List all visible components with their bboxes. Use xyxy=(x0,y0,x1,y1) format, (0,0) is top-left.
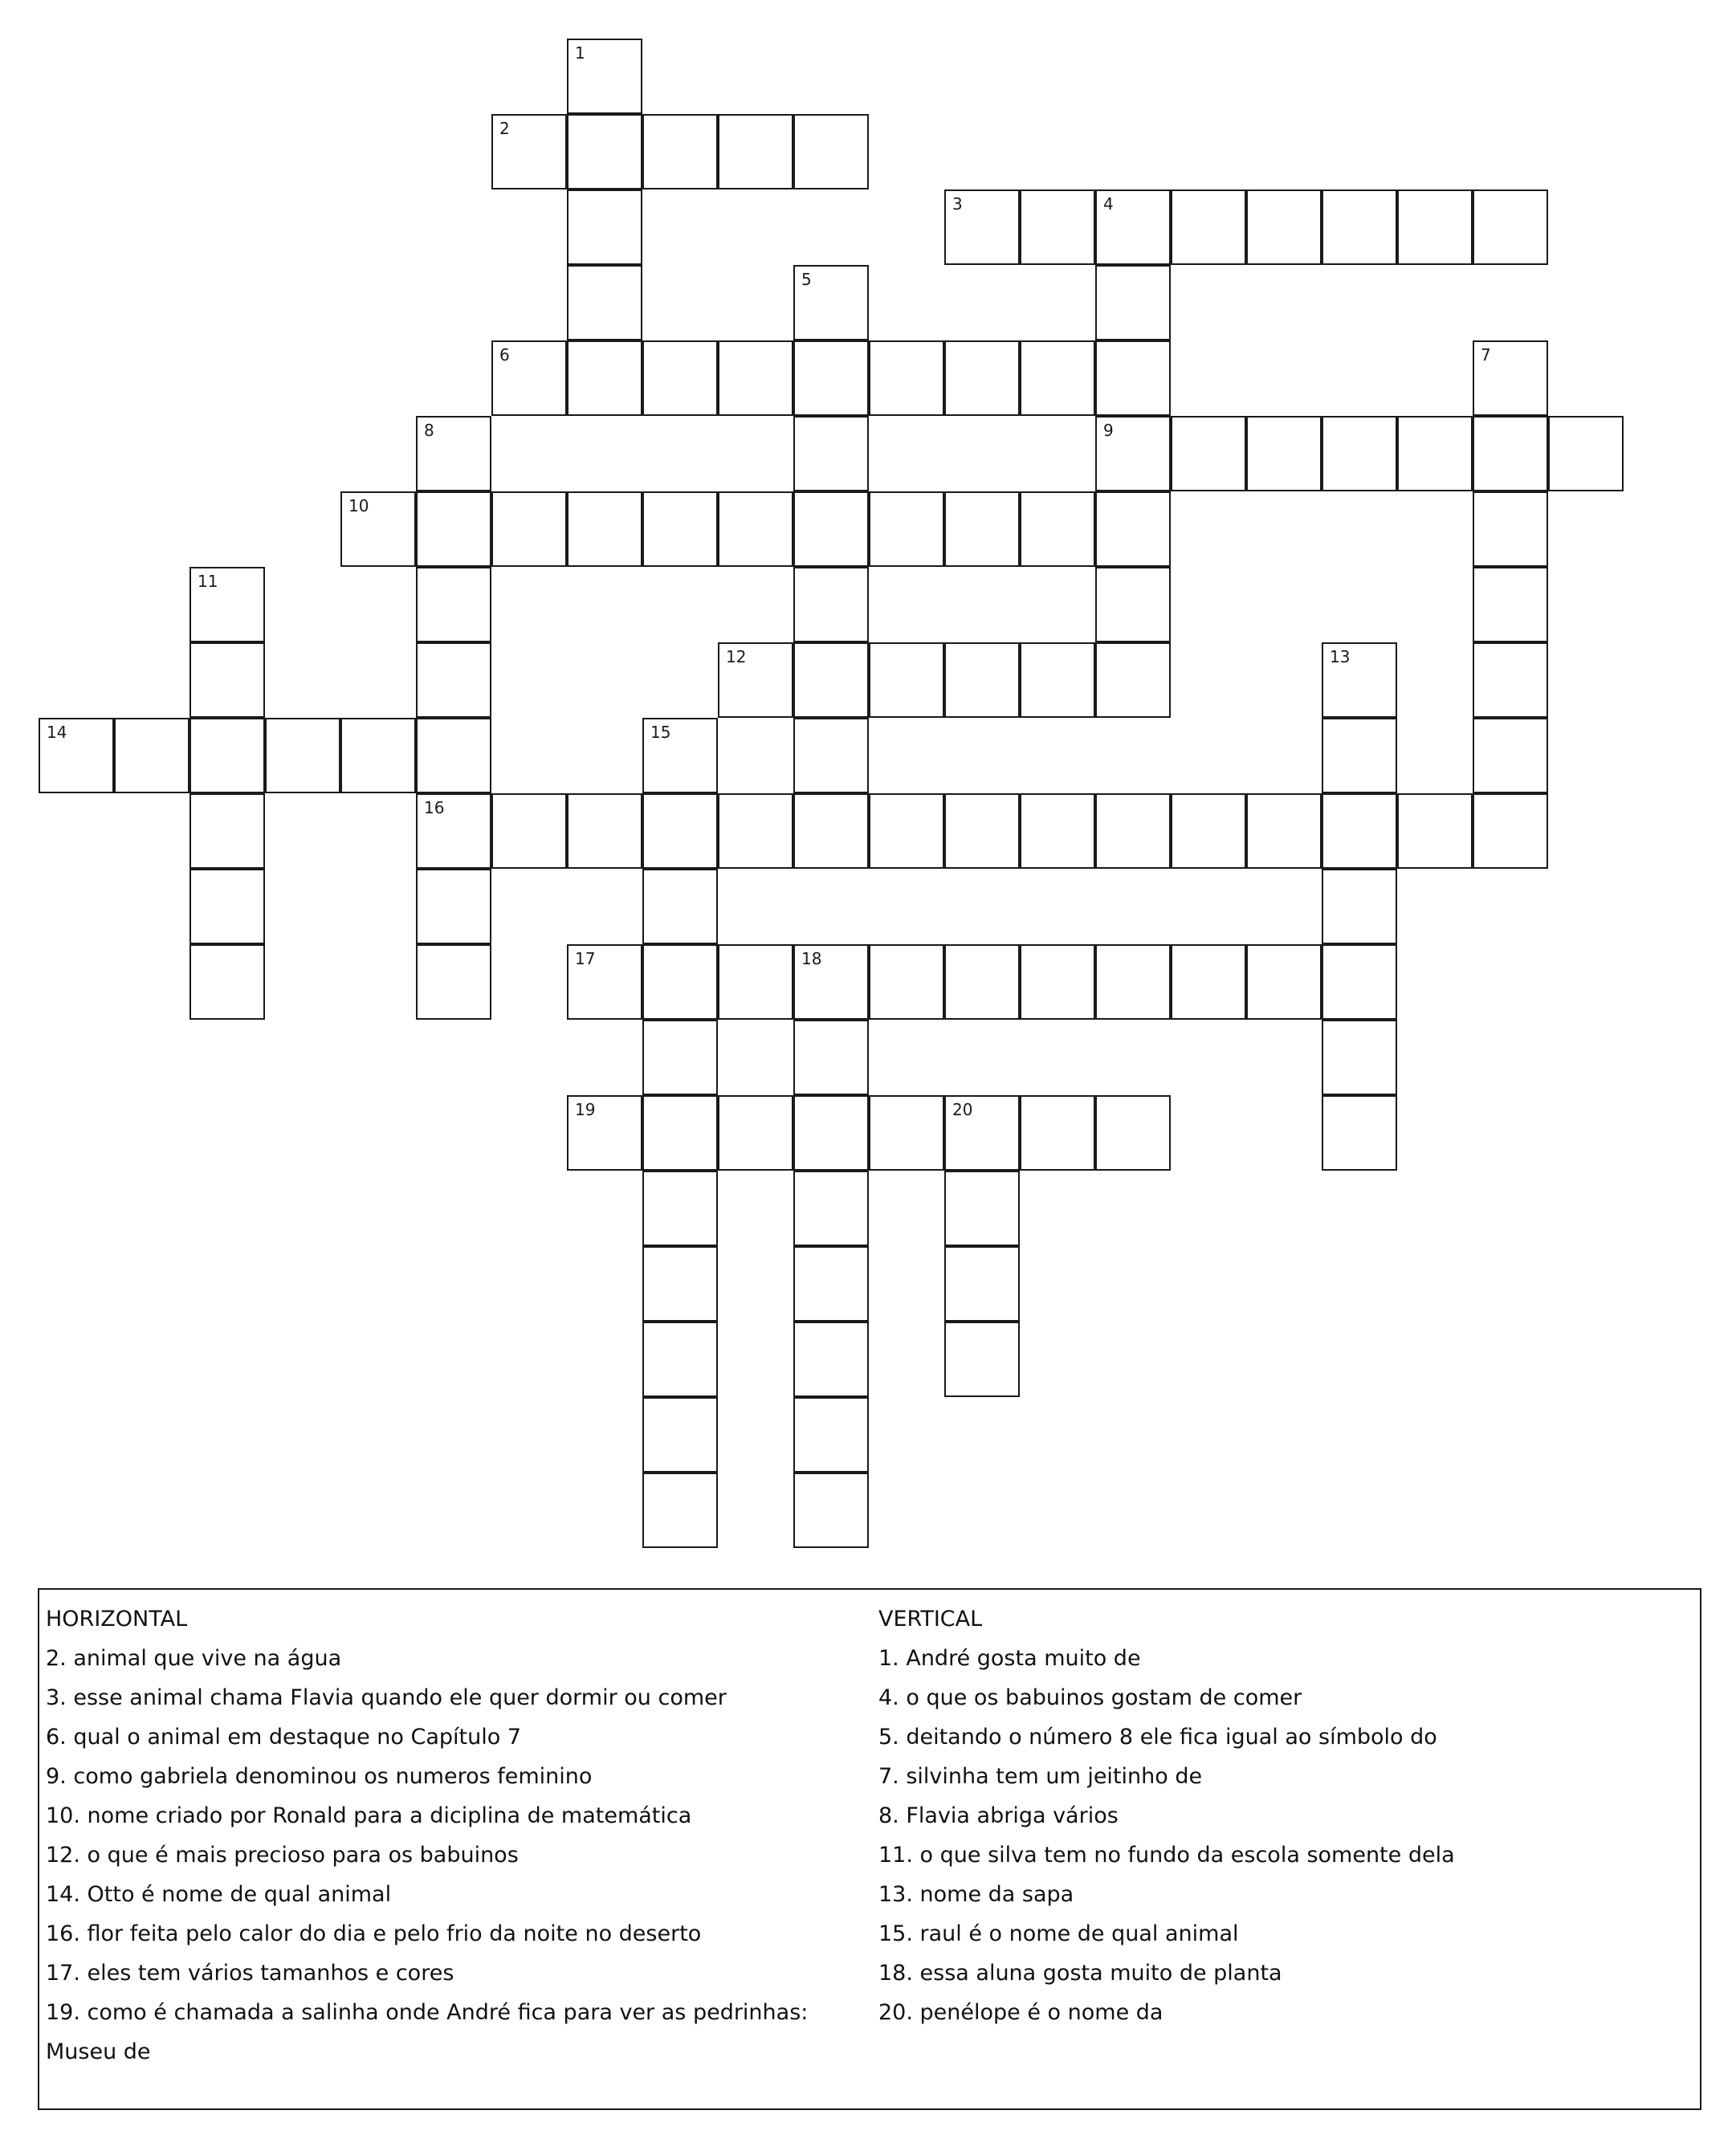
grid-cell[interactable] xyxy=(642,114,718,189)
horizontal-title: HORIZONTAL xyxy=(46,1607,188,1632)
clue-h-10: 10. nome criado por Ronald para a diciplina de matemática xyxy=(46,1803,692,1828)
grid-cell[interactable] xyxy=(944,642,1020,718)
clue-h-19: 19. como é chamada a salinha onde André fica para ver as pedrinhas: xyxy=(46,2000,809,2025)
grid-cell[interactable] xyxy=(1473,642,1548,718)
grid-cell[interactable] xyxy=(1322,642,1397,718)
grid-cell[interactable] xyxy=(567,189,642,265)
grid-cell[interactable] xyxy=(1171,416,1246,491)
clue-number: 13 xyxy=(1330,647,1351,666)
grid-cell[interactable] xyxy=(1473,416,1548,491)
grid-cell[interactable] xyxy=(944,1095,1020,1171)
grid-cell[interactable] xyxy=(642,718,718,793)
clue-v-1: 1. André gosta muito de xyxy=(878,1646,1141,1671)
grid-cell[interactable] xyxy=(793,265,869,340)
grid-cell[interactable] xyxy=(567,265,642,340)
grid-cell[interactable] xyxy=(793,1171,869,1246)
grid-cell[interactable] xyxy=(416,944,491,1020)
grid-cell[interactable] xyxy=(944,1322,1020,1397)
clue-v-5: 5. deitando o número 8 ele fica igual ao símbolo do xyxy=(878,1725,1437,1750)
grid-cell[interactable] xyxy=(416,793,491,869)
clue-h-12: 12. o que é mais precioso para os babuinos xyxy=(46,1843,519,1868)
grid-cell[interactable] xyxy=(793,1322,869,1397)
grid-cell[interactable] xyxy=(718,642,793,718)
grid-cell[interactable] xyxy=(718,944,793,1020)
grid-cell[interactable] xyxy=(1473,189,1548,265)
clue-number: 3 xyxy=(952,194,963,214)
clue-number: 16 xyxy=(424,798,445,817)
clue-v-20: 20. penélope é o nome da xyxy=(878,2000,1163,2025)
grid-cell[interactable] xyxy=(1322,189,1397,265)
grid-cell[interactable] xyxy=(642,1020,718,1095)
grid-cell[interactable] xyxy=(1246,944,1322,1020)
grid-cell[interactable] xyxy=(642,1095,718,1171)
grid-cell[interactable] xyxy=(1020,340,1095,416)
grid-cell[interactable] xyxy=(189,718,265,793)
clue-number: 14 xyxy=(47,723,67,742)
clue-h-6: 6. qual o animal em destaque no Capítulo 7 xyxy=(46,1725,522,1750)
grid-cell[interactable] xyxy=(1322,793,1397,869)
clue-h-19-continued: Museu de xyxy=(46,2039,151,2064)
clue-h-16: 16. flor feita pelo calor do dia e pelo frio da noite no deserto xyxy=(46,1921,702,1946)
grid-cell[interactable] xyxy=(944,1171,1020,1246)
grid-cell[interactable] xyxy=(944,189,1020,265)
grid-cell[interactable] xyxy=(1322,1095,1397,1171)
clue-number: 2 xyxy=(499,119,510,138)
grid-cell[interactable] xyxy=(642,869,718,944)
grid-cell[interactable] xyxy=(416,718,491,793)
grid-cell[interactable] xyxy=(1171,793,1246,869)
grid-cell[interactable] xyxy=(793,416,869,491)
grid-cell[interactable] xyxy=(1246,189,1322,265)
grid-cell[interactable] xyxy=(642,1246,718,1322)
grid-cell[interactable] xyxy=(1246,416,1322,491)
grid-cell[interactable] xyxy=(567,1095,642,1171)
clue-h-3: 3. esse animal chama Flavia quando ele quer dormir ou comer xyxy=(46,1685,727,1710)
grid-cell[interactable] xyxy=(793,642,869,718)
grid-cell[interactable] xyxy=(1020,944,1095,1020)
grid-cell[interactable] xyxy=(567,491,642,567)
grid-cell[interactable] xyxy=(642,793,718,869)
grid-cell[interactable] xyxy=(1020,189,1095,265)
clue-v-8: 8. Flavia abriga vários xyxy=(878,1803,1119,1828)
grid-cell[interactable] xyxy=(567,944,642,1020)
clue-v-13: 13. nome da sapa xyxy=(878,1882,1074,1907)
grid-cell[interactable] xyxy=(1020,642,1095,718)
clue-number: 17 xyxy=(575,949,596,968)
grid-cell[interactable] xyxy=(416,416,491,491)
grid-cell[interactable] xyxy=(642,1473,718,1548)
grid-cell[interactable] xyxy=(491,491,567,567)
clue-number: 19 xyxy=(575,1100,596,1119)
grid-cell[interactable] xyxy=(114,718,189,793)
grid-cell[interactable] xyxy=(793,944,869,1020)
grid-cell[interactable] xyxy=(416,491,491,567)
grid-cell[interactable] xyxy=(642,491,718,567)
grid-cell[interactable] xyxy=(869,340,944,416)
horizontal-clues xyxy=(46,1599,808,2072)
grid-cell[interactable] xyxy=(1095,416,1171,491)
clue-h-14: 14. Otto é nome de qual animal xyxy=(46,1882,392,1907)
grid-cell[interactable] xyxy=(793,793,869,869)
grid-cell[interactable] xyxy=(1020,793,1095,869)
clue-v-7: 7. silvinha tem um jeitinho de xyxy=(878,1764,1203,1789)
grid-cell[interactable] xyxy=(1095,491,1171,567)
grid-cell[interactable] xyxy=(793,567,869,642)
grid-cell[interactable] xyxy=(1322,944,1397,1020)
grid-cell[interactable] xyxy=(1095,189,1171,265)
grid-cell[interactable] xyxy=(1020,491,1095,567)
clue-number: 20 xyxy=(952,1100,973,1119)
grid-cell[interactable] xyxy=(1095,340,1171,416)
vertical-clues xyxy=(878,1599,1455,2032)
clue-number: 5 xyxy=(801,270,812,289)
grid-cell[interactable] xyxy=(1020,1095,1095,1171)
grid-cell[interactable] xyxy=(944,944,1020,1020)
grid-cell[interactable] xyxy=(718,1095,793,1171)
clue-h-17: 17. eles tem vários tamanhos e cores xyxy=(46,1961,454,1986)
clue-v-4: 4. o que os babuinos gostam de comer xyxy=(878,1685,1302,1710)
clue-v-11: 11. o que silva tem no fundo da escola somente dela xyxy=(878,1843,1455,1868)
grid-cell[interactable] xyxy=(944,491,1020,567)
clue-number: 8 xyxy=(424,421,434,440)
clue-number: 1 xyxy=(575,43,585,63)
clue-number: 15 xyxy=(650,723,671,742)
grid-cell[interactable] xyxy=(567,39,642,114)
grid-cell[interactable] xyxy=(1171,944,1246,1020)
clue-number: 4 xyxy=(1103,194,1114,214)
clues-box xyxy=(38,1588,1701,2110)
grid-cell[interactable] xyxy=(642,1322,718,1397)
clue-v-15: 15. raul é o nome de qual animal xyxy=(878,1921,1239,1946)
grid-cell[interactable] xyxy=(189,944,265,1020)
grid-cell[interactable] xyxy=(567,114,642,189)
clue-number: 18 xyxy=(801,949,822,968)
grid-cell[interactable] xyxy=(1095,944,1171,1020)
clue-v-18: 18. essa aluna gosta muito de planta xyxy=(878,1961,1282,1986)
grid-cell[interactable] xyxy=(1095,567,1171,642)
grid-cell[interactable] xyxy=(869,1095,944,1171)
grid-cell[interactable] xyxy=(793,1020,869,1095)
grid-cell[interactable] xyxy=(1171,189,1246,265)
grid-cell[interactable] xyxy=(1397,793,1473,869)
grid-cell[interactable] xyxy=(491,340,567,416)
grid-cell[interactable] xyxy=(793,114,869,189)
grid-cell[interactable] xyxy=(1095,793,1171,869)
grid-cell[interactable] xyxy=(793,1246,869,1322)
clue-number: 12 xyxy=(726,647,747,666)
grid-cell[interactable] xyxy=(642,944,718,1020)
clue-number: 9 xyxy=(1103,421,1114,440)
grid-cell[interactable] xyxy=(869,642,944,718)
grid-cell[interactable] xyxy=(1397,416,1473,491)
grid-cell[interactable] xyxy=(793,1397,869,1473)
grid-cell[interactable] xyxy=(1322,869,1397,944)
grid-cell[interactable] xyxy=(189,793,265,869)
grid-cell[interactable] xyxy=(189,567,265,642)
grid-cell[interactable] xyxy=(642,1397,718,1473)
grid-cell[interactable] xyxy=(39,718,114,793)
grid-cell[interactable] xyxy=(1473,491,1548,567)
grid-cell[interactable] xyxy=(1095,1095,1171,1171)
grid-cell[interactable] xyxy=(642,340,718,416)
grid-cell[interactable] xyxy=(718,114,793,189)
grid-cell[interactable] xyxy=(793,340,869,416)
grid-cell[interactable] xyxy=(416,567,491,642)
grid-cell[interactable] xyxy=(718,491,793,567)
grid-cell[interactable] xyxy=(1246,793,1322,869)
grid-cell[interactable] xyxy=(1473,567,1548,642)
grid-cell[interactable] xyxy=(491,114,567,189)
grid-cell[interactable] xyxy=(793,1095,869,1171)
grid-cell[interactable] xyxy=(1322,718,1397,793)
grid-cell[interactable] xyxy=(944,793,1020,869)
grid-cell[interactable] xyxy=(340,718,416,793)
grid-cell[interactable] xyxy=(1095,642,1171,718)
grid-cell[interactable] xyxy=(1473,340,1548,416)
grid-cell[interactable] xyxy=(189,869,265,944)
grid-cell[interactable] xyxy=(869,944,944,1020)
grid-cell[interactable] xyxy=(1095,265,1171,340)
grid-cell[interactable] xyxy=(1397,189,1473,265)
grid-cell[interactable] xyxy=(491,793,567,869)
grid-cell[interactable] xyxy=(1473,793,1548,869)
grid-cell[interactable] xyxy=(189,642,265,718)
clue-number: 10 xyxy=(348,496,369,515)
grid-cell[interactable] xyxy=(1322,416,1397,491)
grid-cell[interactable] xyxy=(944,1246,1020,1322)
clue-number: 11 xyxy=(198,572,218,591)
grid-cell[interactable] xyxy=(642,1171,718,1246)
grid-cell[interactable] xyxy=(567,793,642,869)
clue-number: 6 xyxy=(499,345,510,365)
clue-h-9: 9. como gabriela denominou os numeros feminino xyxy=(46,1764,593,1789)
grid-cell[interactable] xyxy=(718,340,793,416)
grid-cell[interactable] xyxy=(340,491,416,567)
grid-cell[interactable] xyxy=(869,793,944,869)
grid-cell[interactable] xyxy=(1473,718,1548,793)
grid-cell[interactable] xyxy=(416,642,491,718)
grid-cell[interactable] xyxy=(944,340,1020,416)
grid-cell[interactable] xyxy=(793,718,869,793)
grid-cell[interactable] xyxy=(718,793,793,869)
grid-cell[interactable] xyxy=(793,491,869,567)
grid-cell[interactable] xyxy=(1322,1020,1397,1095)
grid-cell[interactable] xyxy=(416,869,491,944)
grid-cell[interactable] xyxy=(567,340,642,416)
vertical-title: VERTICAL xyxy=(878,1607,983,1632)
grid-cell[interactable] xyxy=(1548,416,1624,491)
grid-cell[interactable] xyxy=(869,491,944,567)
clue-number: 7 xyxy=(1481,345,1491,365)
clue-h-2: 2. animal que vive na água xyxy=(46,1646,342,1671)
grid-cell[interactable] xyxy=(793,1473,869,1548)
grid-cell[interactable] xyxy=(265,718,340,793)
